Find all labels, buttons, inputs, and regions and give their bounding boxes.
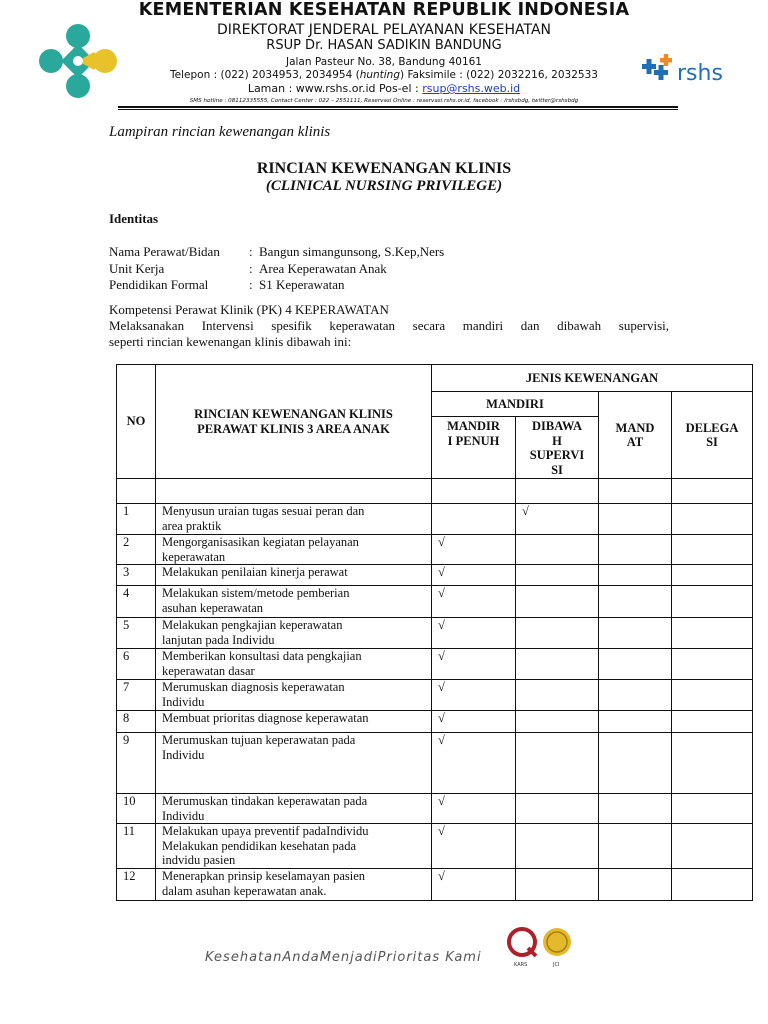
cell-mandat bbox=[599, 680, 672, 711]
letterhead-divider bbox=[118, 106, 678, 108]
table-row bbox=[117, 618, 753, 649]
cell-mandiri-penuh bbox=[432, 565, 516, 586]
hospital-telephone: Telepon : (022) 2034953, 2034954 (hunting) Faksimile : (022) 2032216, 2032533 bbox=[170, 69, 598, 81]
cell-delegasi bbox=[672, 794, 753, 824]
header-jenis-kewenangan: JENIS KEWENANGAN bbox=[432, 365, 753, 392]
ministry-name: KEMENTERIAN KESEHATAN REPUBLIK INDONESIA bbox=[138, 0, 630, 20]
cell-mandiri-penuh bbox=[432, 711, 516, 733]
privilege-table bbox=[116, 364, 753, 901]
table-row bbox=[117, 869, 753, 901]
cell-dibawah-supervisi bbox=[516, 504, 599, 535]
education: S1 Keperawatan bbox=[259, 277, 345, 292]
check-icon: √ bbox=[438, 565, 445, 579]
row-description: Merumuskan diagnosis keperawatan Individu bbox=[156, 680, 432, 711]
cell-delegasi bbox=[672, 586, 753, 618]
competence-level: Kompetensi Perawat Klinik (PK) 4 KEPERAWATAN bbox=[109, 302, 389, 317]
table-row bbox=[117, 504, 753, 535]
header-dibawah-supervisi: DIBAWA H SUPERVI SI bbox=[516, 417, 599, 479]
row-number: 12 bbox=[117, 869, 156, 901]
cell-dibawah-supervisi bbox=[516, 586, 599, 618]
cell-delegasi bbox=[672, 869, 753, 901]
row-number: 9 bbox=[117, 733, 156, 794]
check-icon: √ bbox=[438, 535, 445, 549]
cell-mandat bbox=[599, 586, 672, 618]
cell-mandat bbox=[599, 649, 672, 680]
cell-mandat bbox=[599, 869, 672, 901]
cell-dibawah-supervisi bbox=[516, 794, 599, 824]
check-icon: √ bbox=[438, 680, 445, 694]
cell-mandiri-penuh bbox=[432, 794, 516, 824]
table-body bbox=[117, 504, 753, 901]
row-description: Melakukan pengkajian keperawatan lanjutan pada Individu bbox=[156, 618, 432, 649]
privilege-grid bbox=[116, 364, 753, 901]
cell-delegasi bbox=[672, 565, 753, 586]
identity-heading: Identitas bbox=[109, 211, 159, 226]
kemenkes-logo-icon bbox=[37, 22, 119, 100]
hospital-web: Laman : www.rshs.or.id Pos-el : rsup@rshs.web.id bbox=[247, 82, 521, 95]
check-icon: √ bbox=[438, 618, 445, 632]
row-number: 8 bbox=[117, 711, 156, 733]
row-number: 10 bbox=[117, 794, 156, 824]
cell-mandat bbox=[599, 618, 672, 649]
table-row bbox=[117, 586, 753, 618]
directorate-name: DIREKTORAT JENDERAL PELAYANAN KESEHATAN bbox=[216, 22, 552, 38]
row-description: Menerapkan prinsip keselamayan pasien dalam asuhan keperawatan anak. bbox=[156, 869, 432, 901]
row-description: Membuat prioritas diagnose keperawatan bbox=[156, 711, 432, 733]
check-icon: √ bbox=[438, 586, 445, 600]
check-icon: √ bbox=[438, 649, 445, 663]
table-row bbox=[117, 733, 753, 794]
cell-mandat bbox=[599, 504, 672, 535]
cell-mandiri-penuh bbox=[432, 586, 516, 618]
cell-mandiri-penuh bbox=[432, 869, 516, 901]
row-number: 6 bbox=[117, 649, 156, 680]
cell-delegasi bbox=[672, 618, 753, 649]
competence-desc-line1: Melaksanakan Intervensi spesifik keperawatan secara mandiri dan dibawah supervisi, bbox=[109, 318, 669, 333]
cell-delegasi bbox=[672, 504, 753, 535]
badge-b-label: JCI bbox=[553, 962, 560, 968]
row-number: 11 bbox=[117, 824, 156, 869]
table-row bbox=[117, 535, 753, 565]
attachment-label: Lampiran rincian kewenangan klinis bbox=[109, 124, 331, 140]
check-icon: √ bbox=[438, 869, 445, 883]
row-description: Mengorganisasikan kegiatan pelayanan keperawatan bbox=[156, 535, 432, 565]
cell-mandiri-penuh bbox=[432, 618, 516, 649]
check-icon: √ bbox=[438, 824, 445, 838]
rshs-logo-text: rshs bbox=[677, 61, 723, 86]
header-delegasi: DELEGA SI bbox=[672, 392, 753, 479]
header-detail: RINCIAN KEWENANGAN KLINIS PERAWAT KLINIS 3 AREA ANAK bbox=[156, 365, 432, 479]
row-description: Melakukan penilaian kinerja perawat bbox=[156, 565, 432, 586]
cell-mandiri-penuh bbox=[432, 824, 516, 869]
cell-dibawah-supervisi bbox=[516, 869, 599, 901]
header-mandiri-penuh: MANDIR I PENUH bbox=[432, 417, 516, 479]
hospital-contact-line: SMS hotline : 08112335555, Contact Center : 022 – 2551111, Reservasi Online : reservasi.rshs.or.id, facebook : /rshsbdg, twitter@rshsbdg bbox=[189, 98, 579, 104]
nurse-name: Bangun simangunsong, S.Kep,Ners bbox=[259, 244, 445, 259]
cell-mandiri-penuh bbox=[432, 535, 516, 565]
cell-mandiri-penuh bbox=[432, 680, 516, 711]
document-subtitle: (CLINICAL NURSING PRIVILEGE) bbox=[265, 178, 503, 194]
cell-delegasi bbox=[672, 733, 753, 794]
cell-mandiri-penuh bbox=[432, 649, 516, 680]
competence-desc-line2: seperti rincian kewenangan klinis dibawah ini: bbox=[109, 334, 352, 349]
cell-delegasi bbox=[672, 535, 753, 565]
email-link[interactable]: rsup@rshs.web.id bbox=[422, 82, 521, 95]
row-number: 2 bbox=[117, 535, 156, 565]
cell-delegasi bbox=[672, 711, 753, 733]
cell-mandiri-penuh bbox=[432, 733, 516, 794]
badge-a-label: KARS bbox=[514, 962, 528, 968]
header-mandat: MAND AT bbox=[599, 392, 672, 479]
row-number: 3 bbox=[117, 565, 156, 586]
cell-delegasi bbox=[672, 649, 753, 680]
document-title: RINCIAN KEWENANGAN KLINIS bbox=[256, 160, 512, 177]
table-row bbox=[117, 565, 753, 586]
cell-mandat bbox=[599, 794, 672, 824]
cell-dibawah-supervisi bbox=[516, 680, 599, 711]
header-mandiri: MANDIRI bbox=[432, 392, 599, 417]
row-description: Merumuskan tindakan keperawatan pada Individu bbox=[156, 794, 432, 824]
check-icon: √ bbox=[438, 711, 445, 725]
check-icon: √ bbox=[522, 504, 529, 518]
table-row bbox=[117, 711, 753, 733]
cell-mandat bbox=[599, 711, 672, 733]
cell-dibawah-supervisi bbox=[516, 711, 599, 733]
table-row bbox=[117, 680, 753, 711]
check-icon: √ bbox=[438, 733, 445, 747]
table-row bbox=[117, 794, 753, 824]
hospital-name: RSUP Dr. HASAN SADIKIN BANDUNG bbox=[266, 38, 502, 53]
identity-row-education: Pendidikan Formal : S1 Keperawatan bbox=[109, 277, 345, 292]
cell-delegasi bbox=[672, 824, 753, 869]
footer-slogan: KesehatanAndaMenjadiPrioritas Kami bbox=[205, 950, 482, 965]
table-empty-row bbox=[117, 479, 753, 504]
cell-mandiri-penuh bbox=[432, 504, 516, 535]
cell-dibawah-supervisi bbox=[516, 733, 599, 794]
row-number: 4 bbox=[117, 586, 156, 618]
row-number: 5 bbox=[117, 618, 156, 649]
table-row bbox=[117, 824, 753, 869]
cell-mandat bbox=[599, 824, 672, 869]
cell-dibawah-supervisi bbox=[516, 618, 599, 649]
identity-section bbox=[109, 244, 444, 294]
cell-delegasi bbox=[672, 680, 753, 711]
row-description: Melakukan upaya preventif padaIndividu Melakukan pendidikan kesehatan pada indvidu pasien bbox=[156, 824, 432, 869]
row-description: Menyusun uraian tugas sesuai peran dan area praktik bbox=[156, 504, 432, 535]
row-number: 7 bbox=[117, 680, 156, 711]
work-unit: Area Keperawatan Anak bbox=[259, 260, 387, 276]
row-description: Merumuskan tujuan keperawatan pada Individu bbox=[156, 733, 432, 794]
letterhead-divider-thin bbox=[118, 109, 678, 110]
row-description: Melakukan sistem/metode pemberian asuhan keperawatan bbox=[156, 586, 432, 618]
row-number: 1 bbox=[117, 504, 156, 535]
identity-row-unit: Unit Kerja : Area Keperawatan Anak bbox=[109, 260, 387, 276]
hospital-address: Jalan Pasteur No. 38, Bandung 40161 bbox=[285, 56, 482, 68]
header-no: NO bbox=[117, 365, 156, 479]
accreditation-badges-icon bbox=[502, 922, 580, 970]
cell-dibawah-supervisi bbox=[516, 649, 599, 680]
cell-mandat bbox=[599, 535, 672, 565]
table-row bbox=[117, 649, 753, 680]
rshs-logo-icon bbox=[640, 52, 756, 88]
cell-mandat bbox=[599, 565, 672, 586]
cell-mandat bbox=[599, 733, 672, 794]
cell-dibawah-supervisi bbox=[516, 535, 599, 565]
row-description: Memberikan konsultasi data pengkajian keperawatan dasar bbox=[156, 649, 432, 680]
check-icon: √ bbox=[438, 794, 445, 808]
competence-paragraph bbox=[109, 302, 669, 350]
identity-row-name: Nama Perawat/Bidan : Bangun simangunsong, S.Kep,Ners bbox=[109, 244, 445, 259]
cell-dibawah-supervisi bbox=[516, 565, 599, 586]
cell-dibawah-supervisi bbox=[516, 824, 599, 869]
